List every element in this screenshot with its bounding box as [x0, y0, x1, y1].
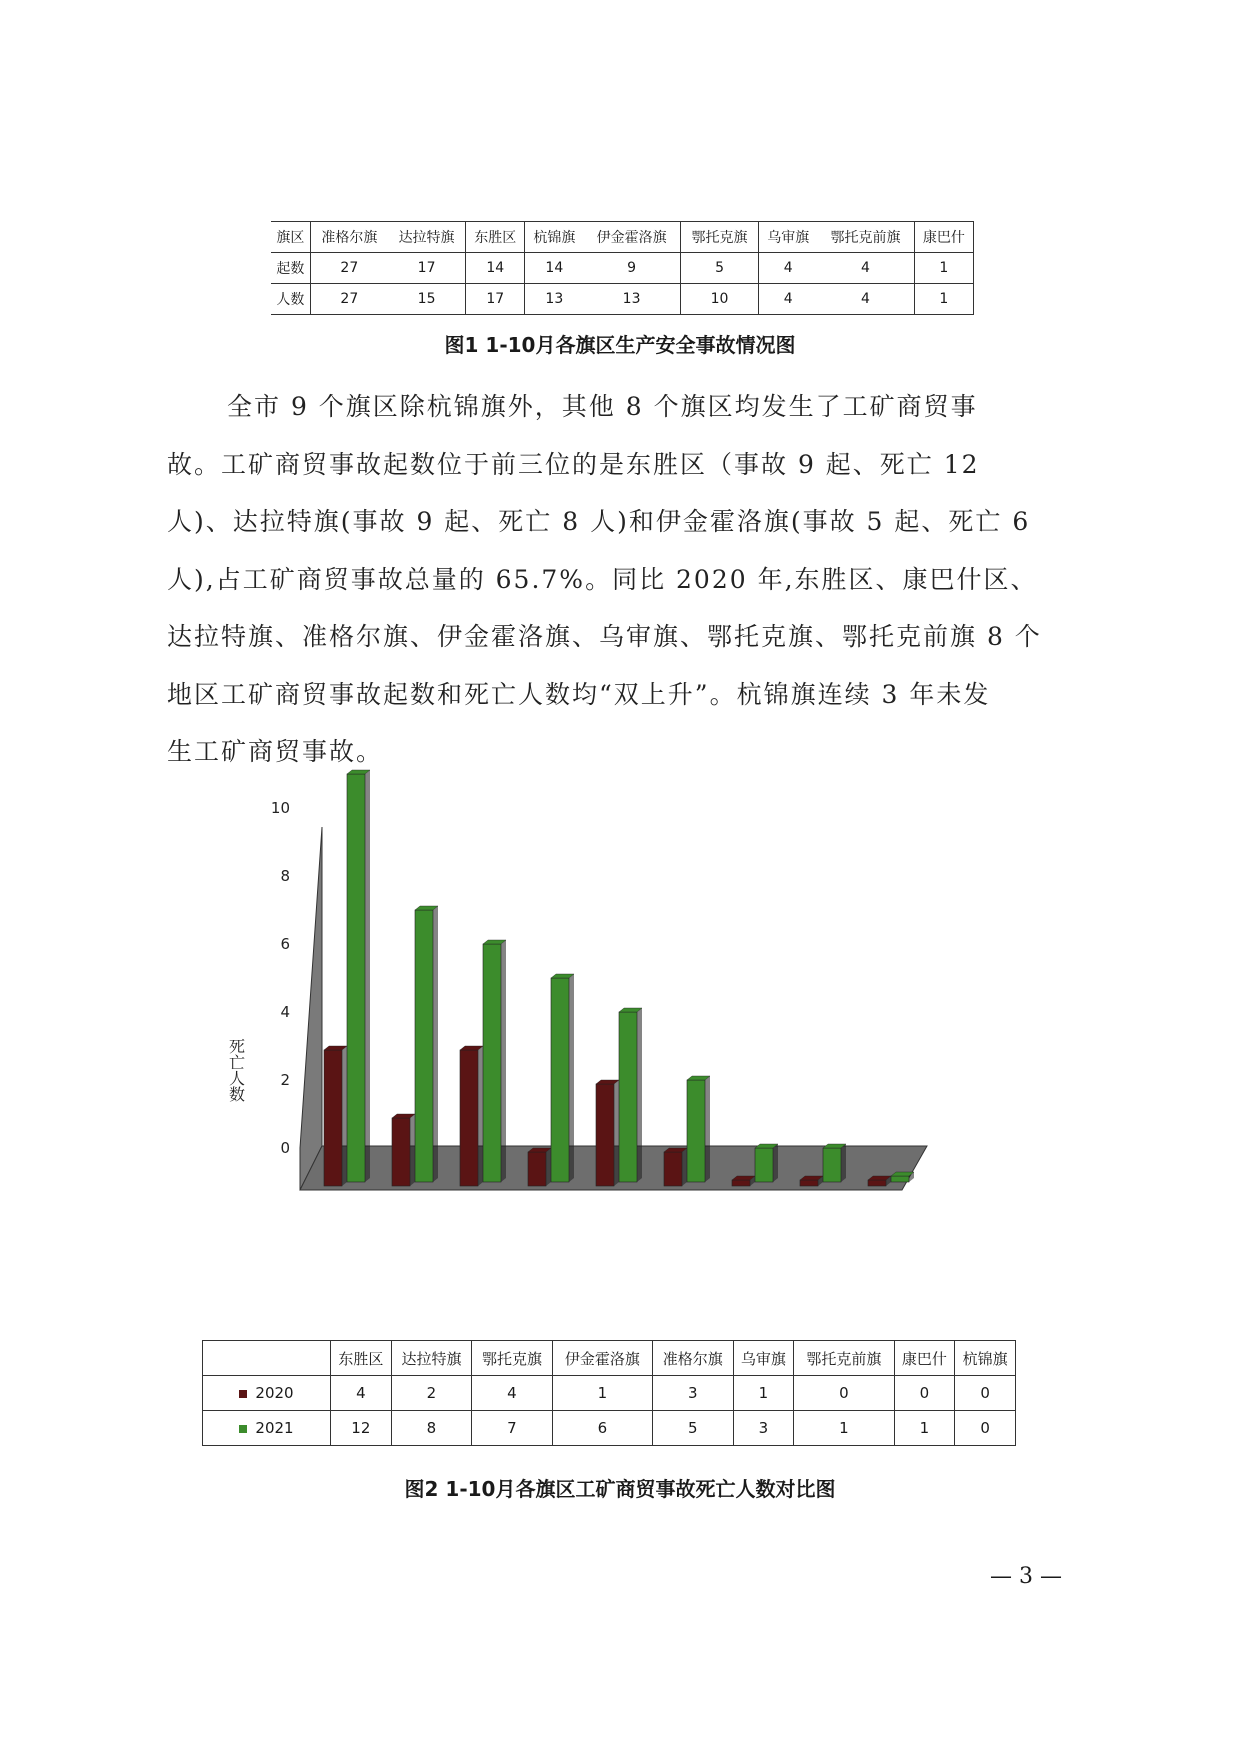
bar-side — [365, 770, 370, 1182]
category-label: 杭锦旗 — [955, 1341, 1016, 1376]
bar-side — [773, 1144, 778, 1182]
table-header-cell: 东胜区 — [466, 222, 525, 253]
bar-face — [347, 774, 365, 1182]
table-cell: 1 — [914, 253, 973, 284]
table-header-cell: 达拉特旗 — [388, 222, 466, 253]
bar-face — [800, 1180, 818, 1186]
chart-table-header-row — [203, 1341, 1016, 1376]
bar-2020 — [596, 1080, 619, 1186]
bar-2021 — [551, 974, 574, 1182]
paragraph-line: 生工矿商贸事故。 — [167, 737, 384, 766]
paragraph-line: 达拉特旗、准格尔旗、伊金霍洛旗、乌审旗、鄂托克旗、鄂托克前旗 8 个 — [167, 622, 1042, 651]
data-label: 0 — [894, 1376, 955, 1411]
bar-2021 — [687, 1076, 710, 1182]
bar-2021 — [347, 770, 370, 1182]
page-number: — 3 — — [990, 1564, 1062, 1589]
bar-2021 — [755, 1144, 778, 1182]
bar-side — [546, 1148, 551, 1186]
table-row — [271, 284, 974, 315]
table-cell: 1 — [914, 284, 973, 315]
y-tick-label: 4 — [280, 1003, 290, 1021]
bar-side — [705, 1076, 710, 1182]
bar-2020 — [460, 1046, 483, 1186]
table-cell: 27 — [310, 284, 388, 315]
category-label: 乌审旗 — [733, 1341, 794, 1376]
table-row — [271, 253, 974, 284]
figure2-caption: 图2 1-10月各旗区工矿商贸事故死亡人数对比图 — [404, 1477, 836, 1501]
bar-2020 — [392, 1114, 415, 1186]
data-label: 6 — [552, 1411, 652, 1446]
bar-2020 — [664, 1148, 687, 1186]
data-label: 7 — [472, 1411, 553, 1446]
table-cell: 17 — [388, 253, 466, 284]
table-cell: 9 — [583, 253, 680, 284]
data-label: 12 — [331, 1411, 392, 1446]
bar-side — [501, 940, 506, 1182]
data-label: 3 — [653, 1376, 734, 1411]
data-label: 1 — [894, 1411, 955, 1446]
bar-2020 — [528, 1148, 551, 1186]
bar-face — [460, 1050, 478, 1186]
chart-bars — [324, 770, 914, 1186]
table-header-cell: 准格尔旗 — [310, 222, 388, 253]
row-label: 起数 — [271, 253, 310, 284]
legend-label: 2020 — [255, 1384, 294, 1402]
table-cell: 13 — [583, 284, 680, 315]
paragraph-line: 人)、达拉特旗(事故 9 起、死亡 8 人)和伊金霍洛旗(事故 5 起、死亡 6 — [167, 507, 1031, 536]
bar-face — [324, 1050, 342, 1186]
table-header-cell: 鄂托克旗 — [680, 222, 758, 253]
bar-side — [410, 1114, 415, 1186]
table-cell: 13 — [525, 284, 583, 315]
bar-side — [433, 906, 438, 1182]
category-label: 伊金霍洛旗 — [552, 1341, 652, 1376]
figure1-caption: 图1 1-10月各旗区生产安全事故情况图 — [444, 333, 796, 357]
bar-side — [569, 974, 574, 1182]
bar-side — [614, 1080, 619, 1186]
body-paragraph — [167, 378, 1072, 781]
paragraph-line: 全市 9 个旗区除杭锦旗外，其他 8 个旗区均发生了工矿商贸事 — [227, 392, 978, 421]
table-cell: 4 — [817, 284, 914, 315]
table-header-cell: 乌审旗 — [759, 222, 817, 253]
category-label: 康巴什 — [894, 1341, 955, 1376]
bar-2020 — [800, 1176, 823, 1186]
y-tick-label: 10 — [270, 799, 290, 817]
bar-side — [682, 1148, 687, 1186]
data-label: 1 — [552, 1376, 652, 1411]
paragraph-line: 故。工矿商贸事故起数位于前三位的是东胜区（事故 9 起、死亡 12 — [167, 449, 980, 479]
legend-swatch-2021 — [239, 1425, 247, 1433]
table-header-cell: 杭锦旗 — [525, 222, 583, 253]
bar-face — [823, 1148, 841, 1182]
bar-2021 — [891, 1172, 914, 1182]
y-axis-label: 死亡人数 — [226, 1038, 246, 1102]
table-header-cell: 旗区 — [271, 222, 310, 253]
series-row-2021 — [203, 1411, 1016, 1446]
legend-entry-2021 — [203, 1411, 331, 1446]
data-label: 4 — [331, 1376, 392, 1411]
bar-2021 — [619, 1008, 642, 1182]
y-tick-label: 2 — [280, 1071, 290, 1089]
data-label: 1 — [794, 1411, 894, 1446]
category-label: 达拉特旗 — [391, 1341, 472, 1376]
table-cell: 4 — [817, 253, 914, 284]
bar-face — [483, 944, 501, 1182]
chart-left-wall — [300, 827, 322, 1190]
bar-side — [841, 1144, 846, 1182]
category-label: 鄂托克旗 — [472, 1341, 553, 1376]
category-label: 东胜区 — [331, 1341, 392, 1376]
table-header-cell: 鄂托克前旗 — [817, 222, 914, 253]
legend-entry-2020 — [203, 1376, 331, 1411]
bar-2021 — [823, 1144, 846, 1182]
legend-label: 2021 — [255, 1419, 294, 1437]
legend-swatch-2020 — [239, 1390, 247, 1398]
chart-table-corner — [203, 1341, 331, 1376]
bar-face — [891, 1176, 909, 1182]
bar-2021 — [483, 940, 506, 1182]
death-comparison-chart — [200, 799, 1040, 1320]
y-tick-label: 6 — [280, 935, 290, 953]
y-tick-label: 0 — [280, 1139, 290, 1157]
bar-face — [868, 1180, 886, 1186]
data-label: 8 — [391, 1411, 472, 1446]
bar-face — [596, 1084, 614, 1186]
bar-face — [551, 978, 569, 1182]
row-label: 人数 — [271, 284, 310, 315]
table-cell: 10 — [680, 284, 758, 315]
table-cell: 4 — [759, 253, 817, 284]
table-cell: 27 — [310, 253, 388, 284]
data-label: 0 — [955, 1376, 1016, 1411]
series-row-2020 — [203, 1376, 1016, 1411]
bar-face — [687, 1080, 705, 1182]
bar-face — [619, 1012, 637, 1182]
bar-face — [528, 1152, 546, 1186]
y-axis-ticks — [271, 799, 290, 1157]
paragraph-line: 人),占工矿商贸事故总量的 65.7%。同比 2020 年,东胜区、康巴什区、 — [167, 564, 1038, 594]
data-label: 2 — [391, 1376, 472, 1411]
bar-side — [342, 1046, 347, 1186]
paragraph-line: 地区工矿商贸事故起数和死亡人数均“双上升”。杭锦旗连续 3 年未发 — [167, 679, 991, 709]
bar-2020 — [324, 1046, 347, 1186]
accident-table — [271, 221, 974, 315]
table-cell: 14 — [466, 253, 525, 284]
bar-face — [755, 1148, 773, 1182]
y-tick-label: 8 — [280, 867, 290, 885]
table-cell: 15 — [388, 284, 466, 315]
table-header-cell: 伊金霍洛旗 — [583, 222, 680, 253]
bar-side — [637, 1008, 642, 1182]
chart-data-table — [202, 1340, 1016, 1446]
table-cell: 4 — [759, 284, 817, 315]
bar-face — [732, 1180, 750, 1186]
bar-2020 — [868, 1176, 891, 1186]
data-label: 0 — [794, 1376, 894, 1411]
data-label: 0 — [955, 1411, 1016, 1446]
bar-face — [392, 1118, 410, 1186]
bar-2020 — [732, 1176, 755, 1186]
table-cell: 14 — [525, 253, 583, 284]
bar-face — [415, 910, 433, 1182]
category-label: 准格尔旗 — [653, 1341, 734, 1376]
data-label: 1 — [733, 1376, 794, 1411]
data-label: 3 — [733, 1411, 794, 1446]
table-cell: 17 — [466, 284, 525, 315]
bar-side — [478, 1046, 483, 1186]
bar-face — [664, 1152, 682, 1186]
table-header-cell: 康巴什 — [914, 222, 973, 253]
data-label: 5 — [653, 1411, 734, 1446]
table-header-row — [271, 222, 974, 253]
bar-2021 — [415, 906, 438, 1182]
data-label: 4 — [472, 1376, 553, 1411]
table-cell: 5 — [680, 253, 758, 284]
category-label: 鄂托克前旗 — [794, 1341, 894, 1376]
